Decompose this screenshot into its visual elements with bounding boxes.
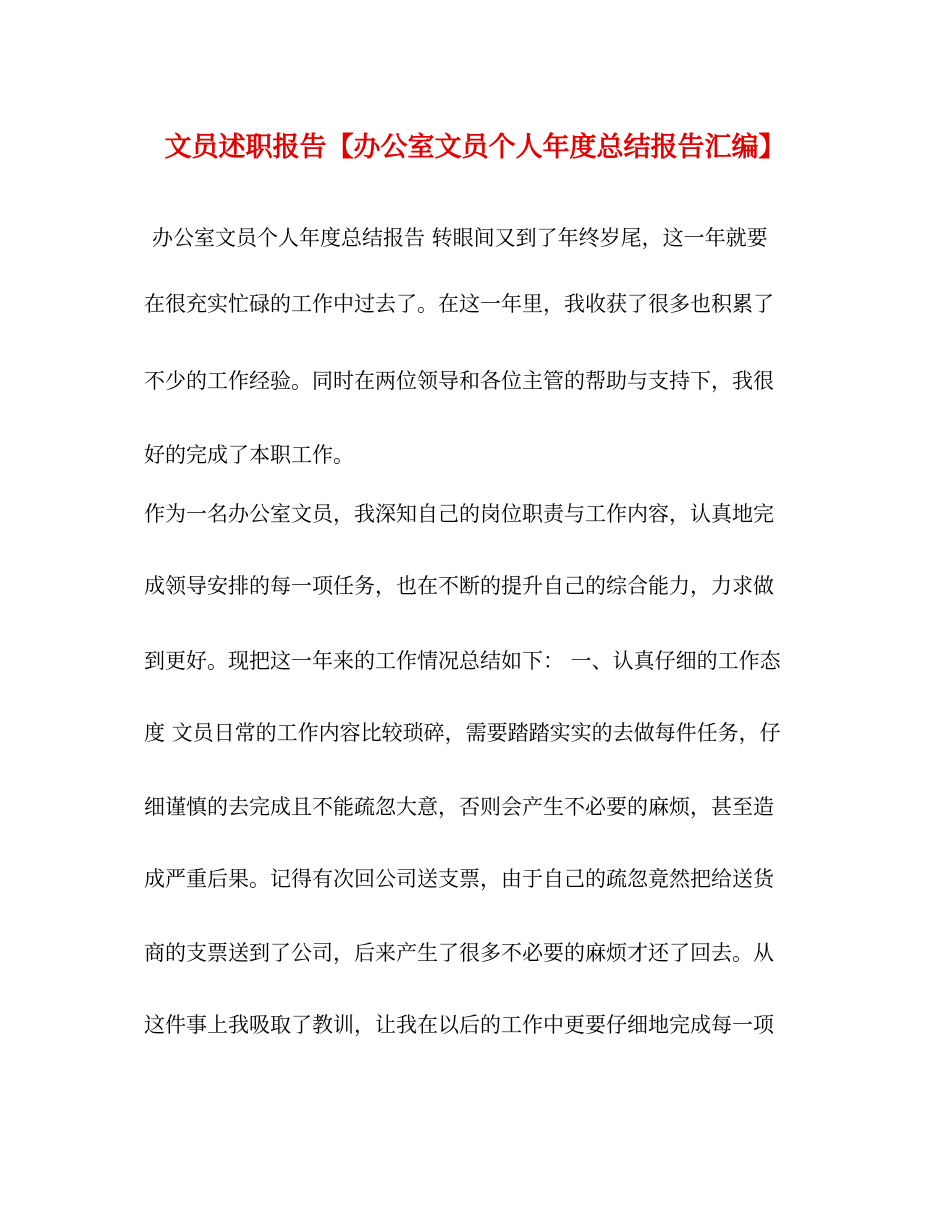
body-line-10: 成严重后果。记得有次回公司送支票，由于自己的疏忽竟然把给送货 — [144, 867, 774, 891]
document-title: 文员述职报告【办公室文员个人年度总结报告汇编】 — [164, 132, 786, 163]
body-line-12: 这件事上我吸取了教训，让我在以后的工作中更要仔细地完成每一项 — [144, 1013, 774, 1037]
body-line-5: 作为一名办公室文员，我深知自己的岗位职责与工作内容，认真地完 — [144, 502, 774, 526]
body-line-6: 成领导安排的每一项任务，也在不断的提升自己的综合能力，力求做 — [144, 574, 774, 598]
body-line-3: 不少的工作经验。同时在两位领导和各位主管的帮助与支持下，我很 — [144, 369, 774, 393]
body-line-11: 商的支票送到了公司，后来产生了很多不必要的麻烦才还了回去。从 — [144, 941, 774, 965]
body-line-8: 度 文员日常的工作内容比较琐碎，需要踏踏实实的去做每件任务，仔 — [144, 721, 781, 745]
body-line-2: 在很充实忙碌的工作中过去了。在这一年里，我收获了很多也积累了 — [144, 292, 774, 316]
body-line-4: 好的完成了本职工作。 — [144, 443, 354, 467]
body-line-7: 到更好。现把这一年来的工作情况总结如下： 一、认真仔细的工作态 — [144, 649, 781, 673]
body-line-9: 细谨慎的去完成且不能疏忽大意，否则会产生不必要的麻烦，甚至造 — [144, 795, 774, 819]
body-line-1: 办公室文员个人年度总结报告 转眼间又到了年终岁尾，这一年就要 — [152, 226, 768, 250]
